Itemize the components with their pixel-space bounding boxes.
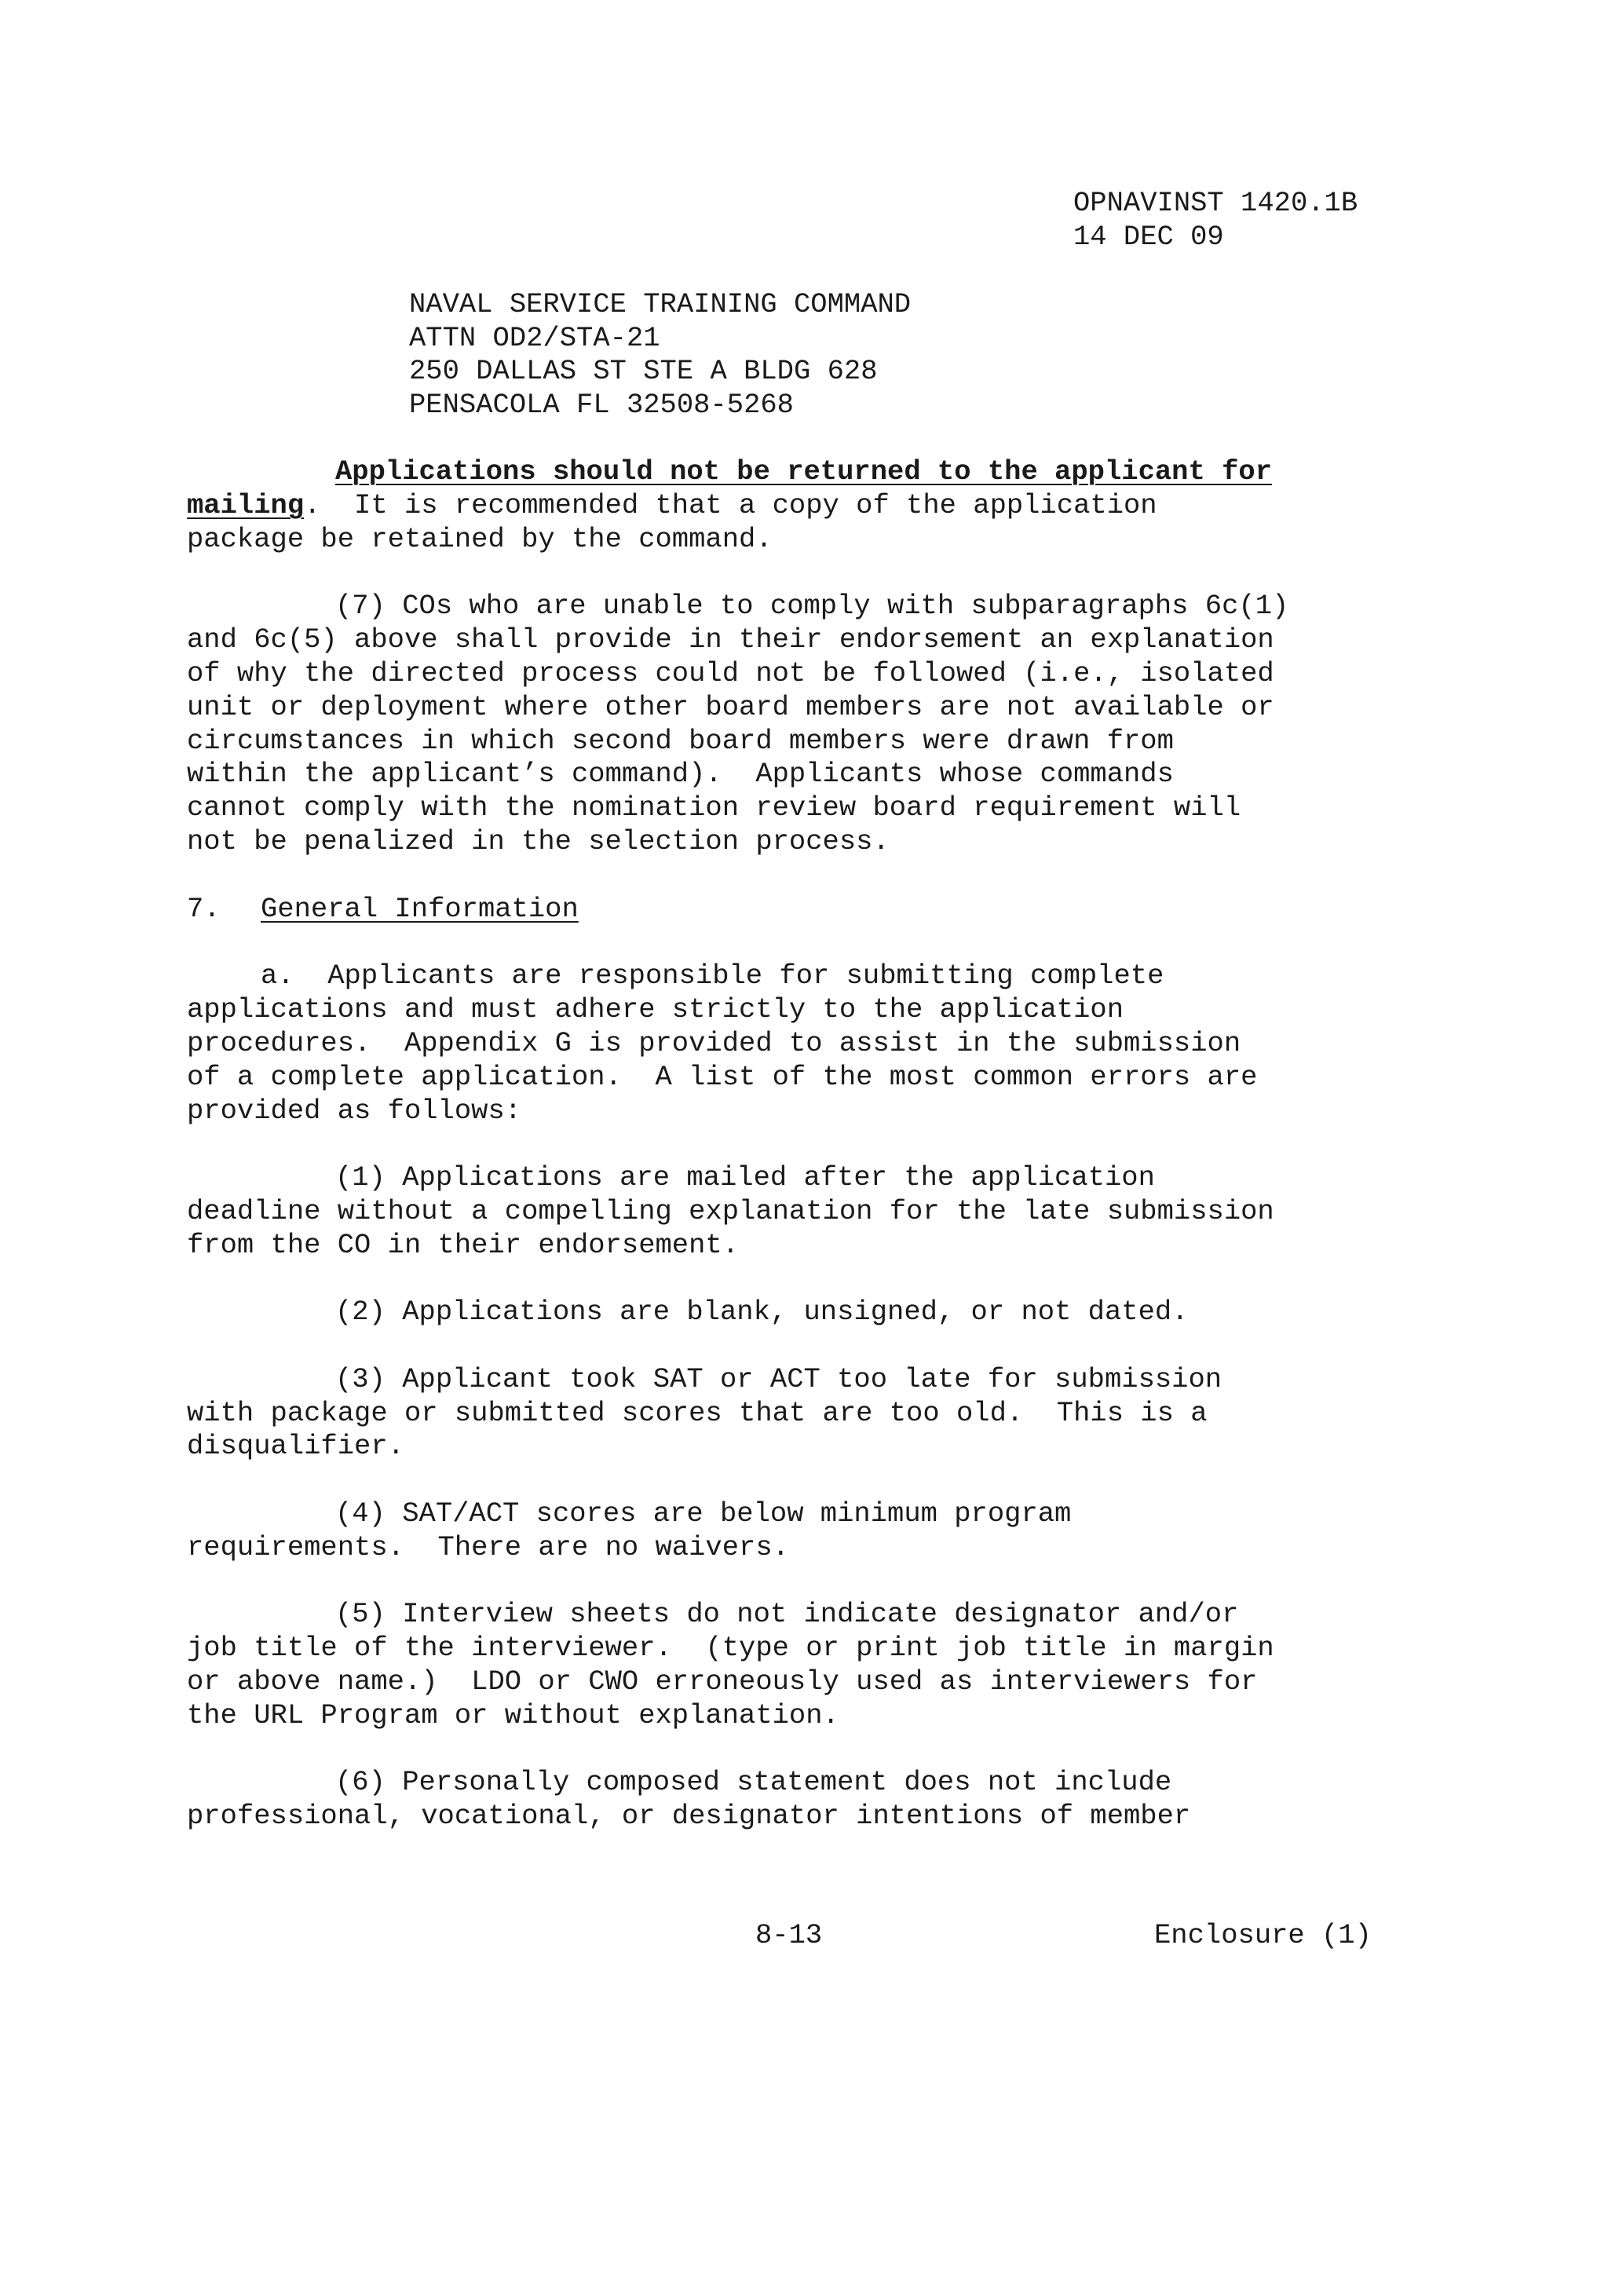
error-5-line-2: job title of the interviewer. (type or print job title in margin xyxy=(187,1632,1274,1664)
error-3-line-1: (3) Applicant took SAT or ACT too late for submission xyxy=(335,1363,1222,1395)
error-4-line-2: requirements. There are no waivers. xyxy=(187,1531,789,1563)
error-1-line-2: deadline without a compelling explanation for the late submission xyxy=(187,1195,1274,1227)
address-line-2: ATTN OD2/STA-21 xyxy=(409,322,660,354)
notice-bold-word: mailing xyxy=(187,489,305,521)
para7-line-3: of why the directed process could not be followed (i.e., isolated xyxy=(187,657,1274,689)
error-6-line-2: professional, vocational, or designator intentions of member xyxy=(187,1800,1191,1832)
error-5-line-3: or above name.) LDO or CWO erroneously used as interviewers for xyxy=(187,1665,1258,1698)
error-6-line-1: (6) Personally composed statement does not include xyxy=(335,1766,1172,1798)
notice-line-2-rest: . It is recommended that a copy of the application xyxy=(304,489,1157,521)
page-number: 8-13 xyxy=(755,1919,823,1951)
para7-line-2: and 6c(5) above shall provide in their endorsement an explanation xyxy=(187,623,1274,656)
section-heading: General Information xyxy=(261,893,579,925)
error-3-line-3: disqualifier. xyxy=(187,1430,404,1462)
para-a-line-2: applications and must adhere strictly to the application xyxy=(187,993,1124,1026)
error-4-line-1: (4) SAT/ACT scores are below minimum program xyxy=(335,1497,1072,1530)
notice-line-3: package be retained by the command. xyxy=(187,523,773,555)
section-number: 7. xyxy=(187,893,221,925)
address-line-4: PENSACOLA FL 32508-5268 xyxy=(409,389,794,421)
para-a-line-3: procedures. Appendix G is provided to assist in the submission xyxy=(187,1027,1241,1059)
address-line-1: NAVAL SERVICE TRAINING COMMAND xyxy=(409,288,912,320)
error-2-line-1: (2) Applications are blank, unsigned, or not dated. xyxy=(335,1296,1189,1328)
notice-bold-line: Applications should not be returned to the applicant for xyxy=(335,455,1272,488)
para-a-line-1: a. Applicants are responsible for submitting complete xyxy=(261,960,1164,992)
enclosure-label: Enclosure (1) xyxy=(1154,1919,1372,1951)
instruction-date: 14 DEC 09 xyxy=(1073,221,1224,253)
error-1-line-1: (1) Applications are mailed after the application xyxy=(335,1161,1155,1194)
error-5-line-4: the URL Program or without explanation. xyxy=(187,1699,839,1731)
para7-line-4: unit or deployment where other board members are not available or xyxy=(187,691,1274,723)
para7-line-1: (7) COs who are unable to comply with subparagraphs 6c(1) xyxy=(335,590,1289,622)
error-3-line-2: with package or submitted scores that are too old. This is a xyxy=(187,1397,1208,1429)
para-a-line-5: provided as follows: xyxy=(187,1095,522,1127)
para7-line-8: not be penalized in the selection process. xyxy=(187,825,890,857)
para7-line-6: within the applicant’s command). Applicants whose commands xyxy=(187,758,1174,790)
error-5-line-1: (5) Interview sheets do not indicate designator and/or xyxy=(335,1598,1239,1630)
address-line-3: 250 DALLAS ST STE A BLDG 628 xyxy=(409,355,878,387)
para-a-line-4: of a complete application. A list of the most common errors are xyxy=(187,1061,1258,1093)
error-1-line-3: from the CO in their endorsement. xyxy=(187,1229,740,1261)
para7-line-5: circumstances in which second board members were drawn from xyxy=(187,725,1174,757)
notice-line-2 xyxy=(187,488,1157,522)
instruction-number: OPNAVINST 1420.1B xyxy=(1073,187,1358,219)
para7-line-7: cannot comply with the nomination review board requirement will xyxy=(187,792,1241,824)
